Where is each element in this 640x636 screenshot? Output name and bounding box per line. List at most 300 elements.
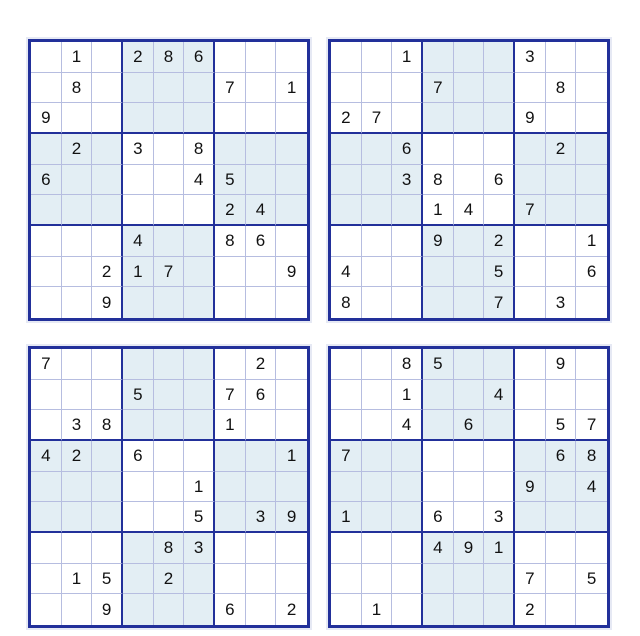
sudoku-cell: 1 bbox=[215, 410, 246, 441]
sudoku-cell[interactable] bbox=[392, 195, 423, 226]
sudoku-cell[interactable] bbox=[454, 502, 485, 533]
sudoku-cell[interactable] bbox=[276, 349, 307, 380]
sudoku-cell[interactable] bbox=[546, 257, 577, 288]
sudoku-cell[interactable] bbox=[515, 441, 546, 472]
sudoku-cell[interactable] bbox=[246, 410, 277, 441]
sudoku-cell[interactable] bbox=[362, 380, 393, 411]
sudoku-cell[interactable] bbox=[331, 472, 362, 503]
sudoku-cell[interactable] bbox=[362, 42, 393, 73]
sudoku-cell[interactable] bbox=[515, 134, 546, 165]
sudoku-cell: 8 bbox=[331, 287, 362, 318]
sudoku-cell[interactable] bbox=[123, 472, 154, 503]
sudoku-cell[interactable] bbox=[454, 257, 485, 288]
sudoku-cell[interactable] bbox=[276, 410, 307, 441]
sudoku-cell[interactable] bbox=[576, 103, 607, 134]
sudoku-cell[interactable] bbox=[92, 195, 123, 226]
sudoku-cell[interactable] bbox=[154, 134, 185, 165]
sudoku-cell[interactable] bbox=[484, 594, 515, 625]
sudoku-cell[interactable] bbox=[31, 287, 62, 318]
sudoku-cell[interactable] bbox=[423, 257, 454, 288]
sudoku-cell[interactable] bbox=[123, 287, 154, 318]
sudoku-cell: 9 bbox=[92, 594, 123, 625]
sudoku-cell[interactable] bbox=[184, 410, 215, 441]
sudoku-cell[interactable] bbox=[92, 134, 123, 165]
sudoku-cell[interactable] bbox=[423, 134, 454, 165]
sudoku-cell[interactable] bbox=[423, 42, 454, 73]
sudoku-cell[interactable] bbox=[362, 226, 393, 257]
sudoku-cell[interactable] bbox=[454, 287, 485, 318]
sudoku-cell[interactable] bbox=[123, 349, 154, 380]
sudoku-cell[interactable] bbox=[92, 349, 123, 380]
sudoku-cell: 9 bbox=[276, 257, 307, 288]
sudoku-cell[interactable] bbox=[62, 257, 93, 288]
sudoku-cell[interactable] bbox=[392, 226, 423, 257]
sudoku-cell[interactable] bbox=[362, 73, 393, 104]
sudoku-cell: 6 bbox=[484, 165, 515, 196]
sudoku-cell[interactable] bbox=[154, 226, 185, 257]
sudoku-cell[interactable] bbox=[576, 287, 607, 318]
sudoku-cell[interactable] bbox=[515, 287, 546, 318]
sudoku-cell: 2 bbox=[546, 134, 577, 165]
sudoku-cell[interactable] bbox=[154, 594, 185, 625]
sudoku-cell[interactable] bbox=[215, 502, 246, 533]
sudoku-cell: 1 bbox=[392, 42, 423, 73]
sudoku-cell[interactable] bbox=[454, 73, 485, 104]
sudoku-cell[interactable] bbox=[154, 195, 185, 226]
sudoku-cell[interactable] bbox=[215, 564, 246, 595]
sudoku-cell: 3 bbox=[392, 165, 423, 196]
sudoku-cell[interactable] bbox=[92, 380, 123, 411]
sudoku-cell[interactable] bbox=[184, 594, 215, 625]
sudoku-cell: 6 bbox=[246, 226, 277, 257]
sudoku-cell: 4 bbox=[576, 472, 607, 503]
sudoku-cell[interactable] bbox=[123, 165, 154, 196]
sudoku-cell[interactable] bbox=[246, 134, 277, 165]
sudoku-cell[interactable] bbox=[123, 73, 154, 104]
sudoku-cell[interactable] bbox=[392, 441, 423, 472]
sudoku-cell[interactable] bbox=[62, 287, 93, 318]
sudoku-grid bbox=[328, 346, 610, 628]
sudoku-cell[interactable] bbox=[362, 441, 393, 472]
sudoku-cell[interactable] bbox=[184, 226, 215, 257]
sudoku-cell[interactable] bbox=[154, 410, 185, 441]
sudoku-cell[interactable] bbox=[576, 594, 607, 625]
sudoku-cell[interactable] bbox=[484, 410, 515, 441]
sudoku-cell: 4 bbox=[454, 195, 485, 226]
sudoku-cell[interactable] bbox=[515, 380, 546, 411]
sudoku-puzzle-bottom-left bbox=[26, 344, 312, 630]
sudoku-cell[interactable] bbox=[454, 441, 485, 472]
sudoku-cell: 5 bbox=[184, 502, 215, 533]
sudoku-cell[interactable] bbox=[62, 226, 93, 257]
sudoku-cell[interactable] bbox=[31, 594, 62, 625]
sudoku-cell[interactable] bbox=[454, 42, 485, 73]
sudoku-cell[interactable] bbox=[362, 564, 393, 595]
sudoku-cell[interactable] bbox=[184, 257, 215, 288]
sudoku-cell[interactable] bbox=[331, 195, 362, 226]
sudoku-cell[interactable] bbox=[331, 42, 362, 73]
sudoku-cell[interactable] bbox=[31, 195, 62, 226]
sudoku-cell[interactable] bbox=[276, 165, 307, 196]
sudoku-cell[interactable] bbox=[92, 226, 123, 257]
sudoku-cell[interactable] bbox=[123, 533, 154, 564]
sudoku-cell: 9 bbox=[92, 287, 123, 318]
sudoku-cell[interactable] bbox=[331, 165, 362, 196]
sudoku-cell: 5 bbox=[484, 257, 515, 288]
sudoku-cell: 7 bbox=[331, 441, 362, 472]
sudoku-cell: 2 bbox=[286, 600, 297, 620]
sudoku-cell[interactable] bbox=[484, 73, 515, 104]
sudoku-cell[interactable] bbox=[62, 349, 93, 380]
sudoku-cell[interactable] bbox=[62, 195, 93, 226]
sudoku-cell[interactable] bbox=[276, 533, 307, 564]
sudoku-cell[interactable] bbox=[62, 533, 93, 564]
sudoku-cell[interactable] bbox=[154, 472, 185, 503]
sudoku-cell[interactable] bbox=[423, 103, 454, 134]
sudoku-cell: 7 bbox=[362, 103, 393, 134]
sudoku-cell[interactable] bbox=[454, 165, 485, 196]
sudoku-cell[interactable] bbox=[362, 257, 393, 288]
sudoku-cell[interactable] bbox=[392, 594, 423, 625]
sudoku-cell[interactable] bbox=[484, 564, 515, 595]
sudoku-cell[interactable] bbox=[423, 594, 454, 625]
sudoku-cell[interactable] bbox=[276, 287, 307, 318]
sudoku-cell[interactable] bbox=[546, 42, 577, 73]
sudoku-cell[interactable] bbox=[92, 441, 123, 472]
sudoku-cell: 2 bbox=[215, 195, 246, 226]
sudoku-cell[interactable] bbox=[484, 42, 515, 73]
sudoku-cell[interactable] bbox=[362, 502, 393, 533]
sudoku-cell: 2 bbox=[484, 226, 515, 257]
sudoku-cell[interactable] bbox=[546, 502, 577, 533]
sudoku-cell[interactable] bbox=[184, 564, 215, 595]
sudoku-cell: 7 bbox=[215, 73, 246, 104]
sudoku-cell: 1 bbox=[62, 564, 93, 595]
sudoku-cell[interactable] bbox=[515, 73, 546, 104]
sudoku-cell: 1 bbox=[123, 257, 154, 288]
sudoku-cell: 1 bbox=[276, 73, 307, 104]
sudoku-cell[interactable] bbox=[92, 42, 123, 73]
sudoku-cell[interactable] bbox=[454, 134, 485, 165]
sudoku-cell: 8 bbox=[546, 73, 577, 104]
sudoku-cell: 4 bbox=[184, 165, 215, 196]
sudoku-cell: 1 bbox=[423, 195, 454, 226]
sudoku-cell: 5 bbox=[92, 564, 123, 595]
sudoku-cell[interactable] bbox=[246, 103, 277, 134]
sudoku-cell[interactable] bbox=[331, 594, 362, 625]
sudoku-cell: 6 bbox=[184, 42, 215, 73]
sudoku-cell: 1 bbox=[392, 380, 423, 411]
sudoku-grid bbox=[28, 39, 310, 321]
sudoku-cell[interactable] bbox=[362, 349, 393, 380]
sudoku-cell: 5 bbox=[546, 410, 577, 441]
sudoku-cell[interactable] bbox=[276, 380, 307, 411]
sudoku-cell[interactable] bbox=[484, 349, 515, 380]
sudoku-cell[interactable] bbox=[362, 195, 393, 226]
sudoku-cell[interactable] bbox=[31, 226, 62, 257]
sudoku-cell[interactable] bbox=[62, 594, 93, 625]
sudoku-cell[interactable] bbox=[515, 349, 546, 380]
sudoku-cell[interactable] bbox=[123, 195, 154, 226]
sudoku-cell[interactable] bbox=[392, 73, 423, 104]
sudoku-cell[interactable] bbox=[276, 42, 307, 73]
sudoku-cell[interactable] bbox=[154, 165, 185, 196]
sudoku-cell: 3 bbox=[246, 502, 277, 533]
sudoku-cell[interactable] bbox=[454, 594, 485, 625]
sudoku-cell[interactable] bbox=[576, 165, 607, 196]
sudoku-cell[interactable] bbox=[484, 472, 515, 503]
sudoku-cell[interactable] bbox=[215, 533, 246, 564]
sudoku-cell: 2 bbox=[246, 349, 277, 380]
sudoku-cell[interactable] bbox=[62, 472, 93, 503]
sudoku-cell[interactable] bbox=[392, 103, 423, 134]
sudoku-cell[interactable] bbox=[515, 257, 546, 288]
sudoku-cell[interactable] bbox=[515, 533, 546, 564]
sudoku-cell[interactable] bbox=[215, 349, 246, 380]
sudoku-cell: 7 bbox=[215, 380, 246, 411]
sudoku-cell[interactable] bbox=[184, 380, 215, 411]
sudoku-cell: 8 bbox=[92, 410, 123, 441]
sudoku-cell: 6 bbox=[576, 257, 607, 288]
sudoku-cell[interactable] bbox=[484, 134, 515, 165]
sudoku-cell[interactable] bbox=[246, 594, 277, 625]
sudoku-cell[interactable] bbox=[154, 103, 185, 134]
sudoku-cell[interactable] bbox=[331, 564, 362, 595]
sudoku-cell[interactable] bbox=[246, 73, 277, 104]
sudoku-cell[interactable] bbox=[246, 472, 277, 503]
sudoku-cell[interactable] bbox=[246, 257, 277, 288]
sudoku-cell[interactable] bbox=[331, 349, 362, 380]
sudoku-cell: 5 bbox=[123, 380, 154, 411]
sudoku-cell[interactable] bbox=[515, 410, 546, 441]
sudoku-cell[interactable] bbox=[31, 134, 62, 165]
sudoku-cell[interactable] bbox=[184, 73, 215, 104]
sudoku-cell[interactable] bbox=[576, 73, 607, 104]
sudoku-cell[interactable] bbox=[331, 134, 362, 165]
sudoku-cell[interactable] bbox=[92, 165, 123, 196]
sudoku-puzzle-bottom-right bbox=[326, 344, 612, 630]
sudoku-cell: 9 bbox=[546, 349, 577, 380]
sudoku-cell: 3 bbox=[62, 410, 93, 441]
sudoku-cell: 8 bbox=[392, 349, 423, 380]
sudoku-cell[interactable] bbox=[515, 502, 546, 533]
sudoku-cell[interactable] bbox=[423, 441, 454, 472]
sudoku-cell[interactable] bbox=[362, 165, 393, 196]
sudoku-cell[interactable] bbox=[215, 441, 246, 472]
sudoku-cell[interactable] bbox=[62, 502, 93, 533]
sudoku-cell: 5 bbox=[576, 564, 607, 595]
sudoku-cell[interactable] bbox=[246, 564, 277, 595]
sudoku-cell[interactable] bbox=[62, 103, 93, 134]
sudoku-cell[interactable] bbox=[331, 226, 362, 257]
sudoku-cell[interactable] bbox=[576, 349, 607, 380]
sudoku-cell[interactable] bbox=[546, 533, 577, 564]
sudoku-cell[interactable] bbox=[246, 533, 277, 564]
sudoku-cell[interactable] bbox=[246, 42, 277, 73]
sudoku-cell[interactable] bbox=[184, 195, 215, 226]
sudoku-cell[interactable] bbox=[31, 533, 62, 564]
sudoku-cell[interactable] bbox=[184, 441, 215, 472]
sudoku-cell[interactable] bbox=[331, 533, 362, 564]
sudoku-cell[interactable] bbox=[454, 380, 485, 411]
sudoku-cell[interactable] bbox=[123, 103, 154, 134]
sudoku-cell: 6 bbox=[423, 502, 454, 533]
sudoku-cell[interactable] bbox=[546, 472, 577, 503]
sudoku-cell: 7 bbox=[31, 349, 62, 380]
sudoku-cell[interactable] bbox=[515, 165, 546, 196]
sudoku-cell[interactable] bbox=[362, 134, 393, 165]
sudoku-puzzle-top-right bbox=[326, 37, 612, 323]
sudoku-cell[interactable] bbox=[184, 287, 215, 318]
sudoku-cell[interactable] bbox=[31, 257, 62, 288]
sudoku-cell[interactable] bbox=[546, 594, 577, 625]
sudoku-cell[interactable] bbox=[576, 502, 607, 533]
sudoku-cell[interactable] bbox=[546, 103, 577, 134]
sudoku-cell[interactable] bbox=[276, 226, 307, 257]
sudoku-cell[interactable] bbox=[154, 287, 185, 318]
sudoku-cell[interactable] bbox=[392, 472, 423, 503]
sudoku-cell[interactable] bbox=[576, 380, 607, 411]
sudoku-cell: 1 bbox=[484, 533, 515, 564]
sudoku-cell[interactable] bbox=[576, 42, 607, 73]
sudoku-cell[interactable] bbox=[484, 441, 515, 472]
sudoku-cell[interactable] bbox=[246, 287, 277, 318]
sudoku-cell[interactable] bbox=[31, 380, 62, 411]
sudoku-cell[interactable] bbox=[215, 42, 246, 73]
sudoku-cell[interactable] bbox=[92, 533, 123, 564]
sudoku-cell[interactable] bbox=[154, 73, 185, 104]
sudoku-cell[interactable] bbox=[246, 441, 277, 472]
sudoku-cell: 8 bbox=[576, 441, 607, 472]
sudoku-cell[interactable] bbox=[31, 472, 62, 503]
sudoku-cell[interactable] bbox=[215, 472, 246, 503]
sudoku-cell: 1 bbox=[331, 502, 362, 533]
sudoku-cell[interactable] bbox=[184, 103, 215, 134]
sudoku-cell[interactable] bbox=[454, 103, 485, 134]
sudoku-cell: 7 bbox=[423, 73, 454, 104]
sudoku-cell[interactable] bbox=[31, 73, 62, 104]
sudoku-cell: 6 bbox=[123, 441, 154, 472]
sudoku-cell[interactable] bbox=[546, 165, 577, 196]
sudoku-cell: 7 bbox=[154, 257, 185, 288]
sudoku-cell[interactable] bbox=[154, 502, 185, 533]
sudoku-cell[interactable] bbox=[392, 564, 423, 595]
sudoku-cell[interactable] bbox=[154, 349, 185, 380]
sudoku-cell[interactable] bbox=[484, 195, 515, 226]
sudoku-cell[interactable] bbox=[31, 42, 62, 73]
sudoku-cell[interactable] bbox=[423, 472, 454, 503]
sudoku-cell[interactable] bbox=[546, 380, 577, 411]
sudoku-cell[interactable] bbox=[576, 195, 607, 226]
sudoku-cell[interactable] bbox=[362, 472, 393, 503]
sudoku-cell: 9 bbox=[423, 226, 454, 257]
sudoku-cell: 4 bbox=[246, 195, 277, 226]
sudoku-cell[interactable] bbox=[92, 73, 123, 104]
sudoku-cell[interactable] bbox=[92, 472, 123, 503]
sudoku-cell[interactable] bbox=[454, 349, 485, 380]
sudoku-cell[interactable] bbox=[31, 564, 62, 595]
sudoku-cell[interactable] bbox=[362, 410, 393, 441]
sudoku-cell[interactable] bbox=[246, 165, 277, 196]
sudoku-cell: 8 bbox=[154, 42, 185, 73]
sudoku-cell[interactable] bbox=[362, 533, 393, 564]
sudoku-cell[interactable] bbox=[154, 441, 185, 472]
sudoku-cell[interactable] bbox=[123, 564, 154, 595]
sudoku-cell[interactable] bbox=[392, 257, 423, 288]
sudoku-cell: 3 bbox=[123, 134, 154, 165]
sudoku-cell[interactable] bbox=[576, 533, 607, 564]
sudoku-cell[interactable] bbox=[276, 472, 307, 503]
sudoku-cell[interactable] bbox=[454, 564, 485, 595]
sudoku-cell: 6 bbox=[454, 410, 485, 441]
sudoku-cell[interactable] bbox=[546, 564, 577, 595]
sudoku-cell[interactable] bbox=[123, 594, 154, 625]
sudoku-cell[interactable] bbox=[576, 134, 607, 165]
sudoku-grid bbox=[328, 39, 610, 321]
sudoku-cell[interactable] bbox=[454, 226, 485, 257]
sudoku-cell[interactable] bbox=[123, 410, 154, 441]
sudoku-cell: 2 bbox=[123, 42, 154, 73]
sudoku-cell: 8 bbox=[215, 226, 246, 257]
sudoku-cell: 1 bbox=[576, 226, 607, 257]
sudoku-cell[interactable] bbox=[92, 502, 123, 533]
sudoku-cell: 8 bbox=[423, 165, 454, 196]
sudoku-cell[interactable] bbox=[423, 410, 454, 441]
sudoku-cell[interactable] bbox=[423, 287, 454, 318]
sudoku-cell[interactable] bbox=[123, 502, 154, 533]
sudoku-cell[interactable] bbox=[362, 287, 393, 318]
sudoku-cell[interactable] bbox=[392, 533, 423, 564]
sudoku-cell[interactable] bbox=[484, 103, 515, 134]
sudoku-cell[interactable] bbox=[62, 380, 93, 411]
sudoku-cell[interactable] bbox=[31, 410, 62, 441]
sudoku-cell[interactable] bbox=[215, 103, 246, 134]
sudoku-cell[interactable] bbox=[154, 380, 185, 411]
sudoku-cell[interactable] bbox=[276, 103, 307, 134]
sudoku-cell: 4 bbox=[31, 441, 62, 472]
sudoku-cell: 6 bbox=[31, 165, 62, 196]
sudoku-cell[interactable] bbox=[184, 349, 215, 380]
sudoku-cell[interactable] bbox=[331, 73, 362, 104]
sudoku-cell[interactable] bbox=[276, 195, 307, 226]
sudoku-cell: 6 bbox=[246, 380, 277, 411]
sudoku-cell[interactable] bbox=[276, 134, 307, 165]
sudoku-cell: 2 bbox=[62, 441, 93, 472]
sudoku-cell[interactable] bbox=[215, 287, 246, 318]
sudoku-cell[interactable] bbox=[92, 103, 123, 134]
sudoku-cell[interactable] bbox=[423, 564, 454, 595]
sudoku-cell[interactable] bbox=[546, 195, 577, 226]
sudoku-cell: 2 bbox=[515, 594, 546, 625]
sudoku-cell[interactable] bbox=[392, 287, 423, 318]
sudoku-cell[interactable] bbox=[62, 165, 93, 196]
sudoku-cell[interactable] bbox=[423, 380, 454, 411]
sudoku-cell[interactable] bbox=[454, 472, 485, 503]
sudoku-cell: 9 bbox=[515, 472, 546, 503]
sudoku-cell[interactable] bbox=[331, 410, 362, 441]
sudoku-cell[interactable] bbox=[515, 226, 546, 257]
sudoku-cell[interactable] bbox=[276, 564, 307, 595]
sudoku-cell[interactable] bbox=[392, 502, 423, 533]
sudoku-cell[interactable] bbox=[31, 502, 62, 533]
sudoku-cell[interactable] bbox=[331, 380, 362, 411]
sudoku-cell: 7 bbox=[515, 195, 546, 226]
sudoku-cell[interactable] bbox=[546, 226, 577, 257]
sudoku-cell: 8 bbox=[184, 134, 215, 165]
sudoku-cell[interactable] bbox=[215, 134, 246, 165]
sudoku-cell: 1 bbox=[184, 472, 215, 503]
sudoku-cell[interactable] bbox=[215, 257, 246, 288]
